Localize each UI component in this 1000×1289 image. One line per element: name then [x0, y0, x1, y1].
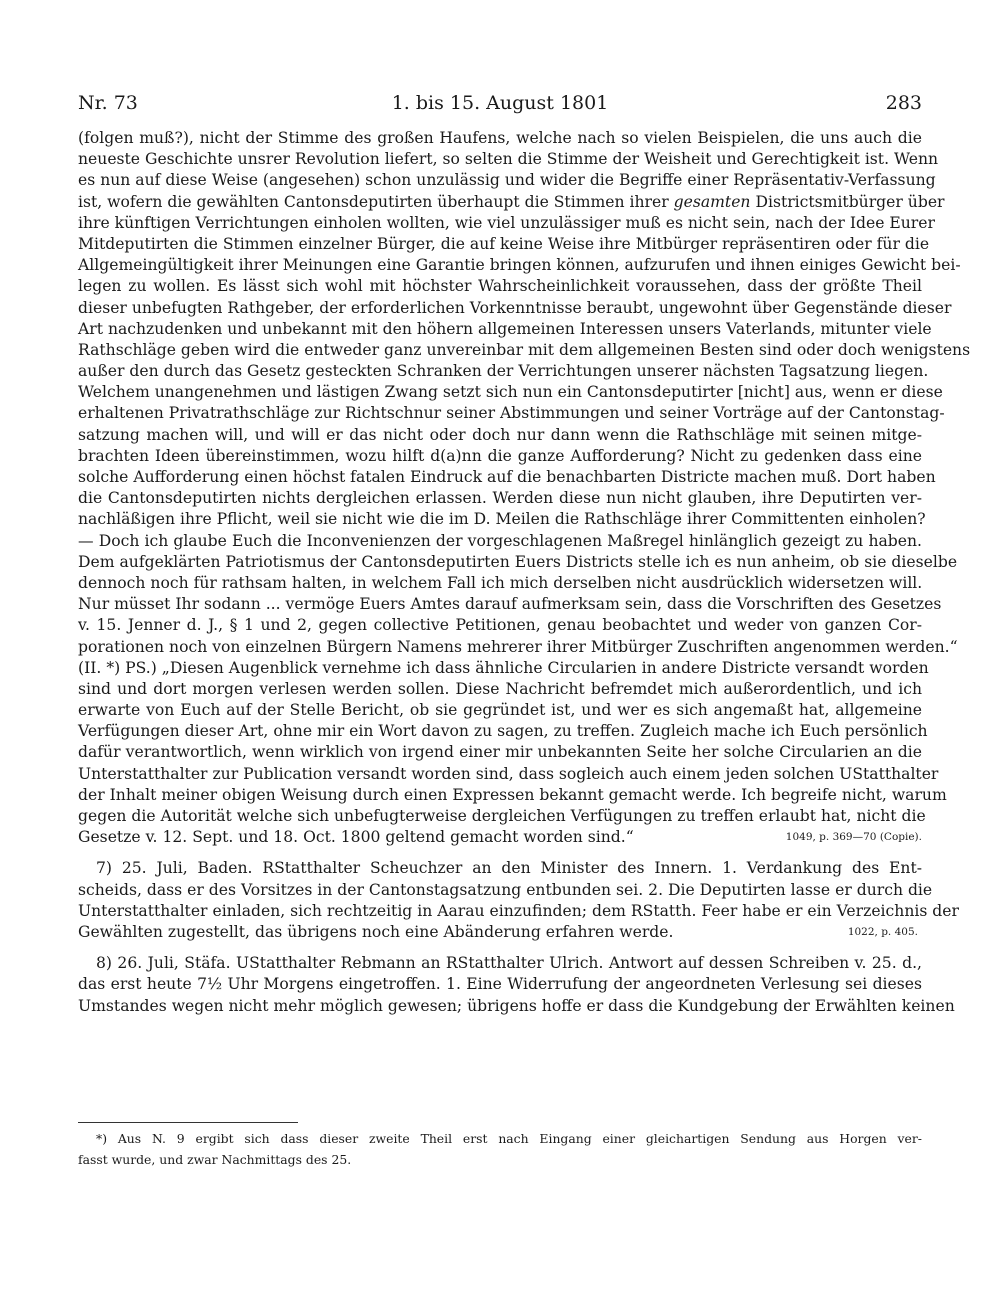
document-number: Nr. 73: [78, 92, 138, 114]
text-line: Welchem unangenehmen und lästigen Zwang setzt sich nun ein Cantonsdeputirter [nicht] aus, wenn er diese: [78, 383, 943, 402]
text-line: [78, 192, 945, 213]
text-line: ihre künftigen Verrichtungen einholen wollten, wie viel unzulässiger muß es nicht sein, nach der Idee Eurer: [78, 213, 935, 232]
italic-word: gesamten: [673, 192, 751, 211]
paragraph-gap: [78, 943, 922, 953]
text-line: Art nachzudenken und unbekannt mit den höhern allgemeinen Interessen unsers Vaterlands, mitunter viele: [78, 319, 932, 338]
text-line: dafür verantwortlich, wenn wirklich von irgend einer mir unbekannten Seite her solche Circularien an die: [78, 743, 922, 762]
footnote: [78, 1130, 922, 1172]
text-line: Mitdeputirten die Stimmen einzelner Bürger, die auf keine Weise ihre Mitbürger repräsentiren oder für die: [78, 234, 930, 253]
text-line: solche Aufforderung einen höchst fatalen Eindruck auf die benachbarten Districte machen muß. Dort haben: [78, 468, 936, 486]
text-segment: Gesetze v. 12. Sept. und 18. Oct. 1800 geltend gemacht worden sind.“: [78, 828, 634, 847]
text-segment: ist, wofern die gewählten Cantonsdeputirten überhaupt die Stimmen ihrer: [78, 192, 669, 211]
text-line: (folgen muß?), nicht der Stimme des großen Haufens, welche nach so vielen Beispielen, die uns auch die: [78, 129, 922, 147]
text-line: erhaltenen Privatrathschläge zur Richtschnur seiner Abstimmungen und seiner Vorträge auf der Cantonstag-: [78, 404, 945, 423]
text-line: außer den durch das Gesetz gesteckten Schranken der Verrichtungen unserer nächsten Tagsatzung liegen.: [78, 362, 929, 381]
text-line: der Inhalt meiner obigen Weisung durch einen Expressen bekannt gemacht werde. Ich begreife nicht, warum: [78, 785, 947, 804]
text-line: es nun auf diese Weise (angesehen) schon unzulässig und wider die Begriffe einer Repräsentativ-Verfassung: [78, 171, 936, 190]
text-line: [78, 827, 922, 848]
text-line: die Cantonsdeputirten nichts dergleichen erlassen. Werden diese nun nicht glauben, ihre Deputirten ver-: [78, 489, 922, 508]
text-line: — Doch ich glaube Euch die Inconvenienzen der vorgeschlagenen Maßregel hinlänglich gezeigt zu haben.: [78, 531, 922, 550]
text-line: porationen noch von einzelnen Bürgern Namens mehrerer ihrer Mitbürger Zuschriften angenommen werden.“: [78, 637, 958, 656]
text-line: Unterstatthalter zur Publication versandt worden sind, dass sogleich auch einem jeden solchen UStatthalter: [78, 764, 939, 783]
text-line: dennoch noch für rathsam halten, in welchem Fall ich mich derselben nicht ausdrücklich widersetzen will.: [78, 573, 923, 592]
footnote-line: fasst wurde, und zwar Nachmittags des 25.: [78, 1152, 352, 1168]
entry-line: scheids, dass er des Vorsitzes in der Cantonstagsatzung entbunden sei. 2. Die Deputirten lasse er durch die: [78, 880, 933, 899]
text-line: dieser unbefugten Rathgeber, der erforderlichen Vorkenntnisse beraubt, ungewohnt über Gegenstände dieser: [78, 298, 952, 317]
entry-line: [78, 922, 922, 943]
text-line: nachläßigen ihre Pflicht, weil sie nicht wie die im D. Meilen die Rathschläge ihrer Committenten einholen?: [78, 510, 926, 529]
text-line: sind und dort morgen verlesen werden sollen. Diese Nachricht befremdet mich außerordentlich, und ich: [78, 679, 922, 698]
text-line: Rathschläge geben wird die entweder ganz unvereinbar mit dem allgemeinen Besten sind oder doch wenigstens: [78, 340, 971, 359]
running-header: [78, 92, 922, 122]
text-line: Allgemeingültigkeit ihrer Meinungen eine Garantie bringen können, aufzurufen und ihnen einiges Gewicht bei-: [78, 256, 961, 275]
text-line: brachten Ideen übereinstimmen, wozu hilft d(a)nn die ganze Aufforderung? Nicht zu gedenken dass eine: [78, 446, 922, 465]
text-line: v. 15. Jenner d. J., § 1 und 2, gegen collective Petitionen, genau beobachtet und weder von ganzen Cor-: [78, 616, 922, 635]
archive-reference: 1022, p. 405.: [847, 925, 918, 938]
text-segment: Districtsmitbürger über: [755, 192, 945, 211]
text-line: Verfügungen dieser Art, ohne mir ein Wort davon zu sagen, zu treffen. Zugleich mache ich Euch persönlich: [78, 722, 928, 741]
text-line: erwarte von Euch auf der Stelle Bericht, ob sie gegründet ist, und wer es sich angemaßt hat, allgemeine: [78, 701, 922, 720]
text-line: satzung machen will, und will er das nicht oder doch nur dann wenn die Rathschläge mit seinen mitge-: [78, 425, 922, 444]
footnote-line: *) Aus N. 9 ergibt sich dass dieser zweite Theil erst nach Eingang einer gleichartigen Sendung aus Horgen ver-: [96, 1131, 922, 1146]
entry-line: Unterstatthalter einladen, sich rechtzeitig in Aarau einzufinden; dem RStatth. Feer habe er ein Verzeichnis der: [78, 901, 959, 920]
text-segment: Gewählten zugestellt, das übrigens noch eine Abänderung erfahren werde.: [78, 922, 674, 941]
text-line: Dem aufgeklärten Patriotismus der Cantonsdeputirten Euers Districts stelle ich es nun anheim, ob sie dieselbe: [78, 552, 958, 571]
entry-line: 8) 26. Juli, Stäfa. UStatthalter Rebmann an RStatthalter Ulrich. Antwort auf dessen Schreiben v. 25. d.,: [96, 954, 922, 973]
text-line: gegen die Autorität welche sich unbefugterweise dergleichen Verfügungen zu treffen erlaubt hat, nicht die: [78, 807, 926, 825]
text-line: neueste Geschichte unsrer Revolution liefert, so selten die Stimme der Weisheit und Gerechtigkeit ist. Wenn: [78, 150, 939, 169]
main-text: [78, 128, 971, 1017]
paragraph-gap: [78, 848, 922, 858]
date-range: 1. bis 15. August 1801: [391, 92, 609, 114]
entry-line: das erst heute 7½ Uhr Morgens eingetroffen. 1. Eine Widerrufung der angeordneten Verlesung sei dieses: [78, 975, 922, 994]
text-line: legen zu wollen. Es lässt sich wohl mit höchster Wahrscheinlichkeit voraussehen, dass der größte Theil: [78, 277, 922, 296]
entry-line: Umstandes wegen nicht mehr möglich gewesen; übrigens hoffe er dass die Kundgebung der Erwählten keinen: [78, 996, 955, 1015]
footnote-divider: [78, 1122, 298, 1123]
entry-line: 7) 25. Juli, Baden. RStatthalter Scheuchzer an den Minister des Innern. 1. Verdankung des Ent-: [96, 859, 922, 878]
text-line: Nur müsset Ihr sodann ... vermöge Euers Amtes darauf aufmerksam sein, dass die Vorschriften des Gesetzes: [78, 595, 942, 614]
page-number: 283: [885, 92, 922, 114]
archive-reference: 1049, p. 369—70 (Copie).: [785, 831, 922, 844]
text-line: (II. *) PS.) „Diesen Augenblick vernehme ich dass ähnliche Circularien in andere Districte versandt worden: [78, 658, 929, 677]
